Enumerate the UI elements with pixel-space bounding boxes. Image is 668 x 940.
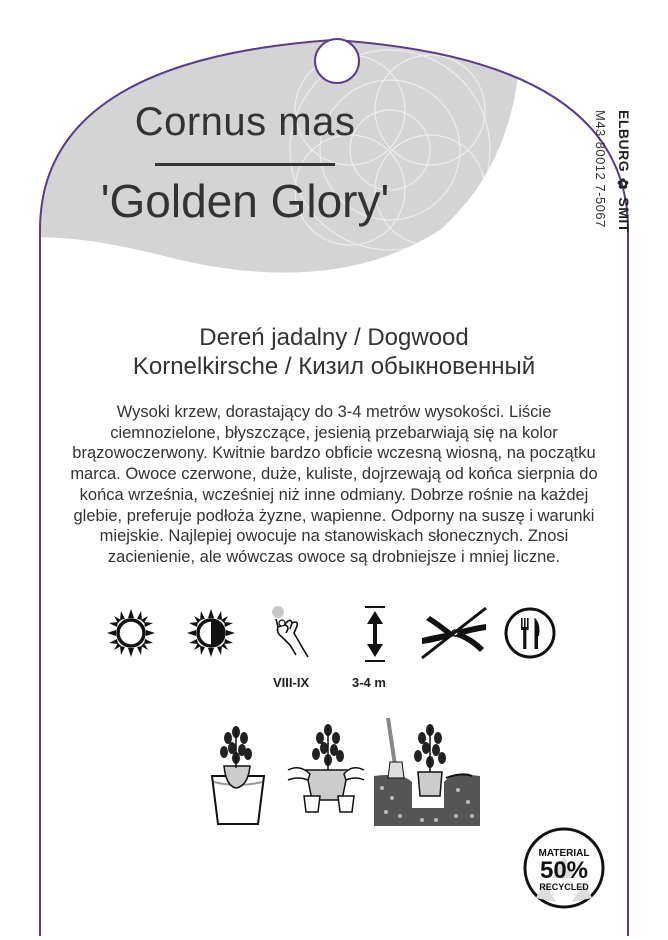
height-label: 3-4 m <box>352 675 386 690</box>
latin-name: Cornus mas <box>134 100 356 144</box>
height-arrow-icon <box>360 604 390 664</box>
recycled-material-badge <box>522 826 606 910</box>
edible-cutlery-icon <box>503 606 557 660</box>
unpotting-illustration <box>286 716 366 828</box>
brand-name: ELBURG ✿ SMIT <box>616 110 632 233</box>
pot-watering-illustration <box>202 716 274 828</box>
hand-picking-icon <box>268 603 314 663</box>
half-sun-icon <box>186 608 236 658</box>
recycled-line-1: MATERIAL <box>538 848 590 859</box>
recycled-line-2: 50% <box>539 857 589 884</box>
planting-in-ground-illustration <box>372 716 482 828</box>
common-names-line-1: Dereń jadalny / Dogwood <box>199 324 469 351</box>
harvest-months-label: VIII-IX <box>273 675 310 690</box>
common-names-line-2: Kornelkirsche / Кизил обыкновенный <box>132 353 536 380</box>
hanging-hole <box>314 38 360 84</box>
no-pruning-shears-icon <box>418 604 490 662</box>
cultivar-name: 'Golden Glory' <box>100 175 390 227</box>
title-divider <box>155 163 335 166</box>
plant-description: Wysoki krzew, dorastający do 3-4 metrów wysokości. Liście ciemnozielone, błyszczące, jesienią przebarwiają się na kolor brązowoczerwony. Kwitnie bardzo obficie wczesną wiosną, na początku marca. Owoce czerwone, duże, kuliste, dojrzewają od końca sierpnia do końca września, wcześniej niż inne odmiany. Dobrze rośnie na każdej glebie, preferuje podłoża żyzne, wapienne. Odporny na suszę i warunki miejskie. Najlepiej owocuje na stanowiskach słonecznych. Znosi zacienienie, ale wówczas owoce są drobniejsze i mniej liczne. <box>70 403 598 566</box>
sun-icon <box>106 608 156 658</box>
product-code: M43-80012 7-5067 <box>593 110 608 228</box>
recycled-line-3: RECYCLED <box>539 882 589 892</box>
